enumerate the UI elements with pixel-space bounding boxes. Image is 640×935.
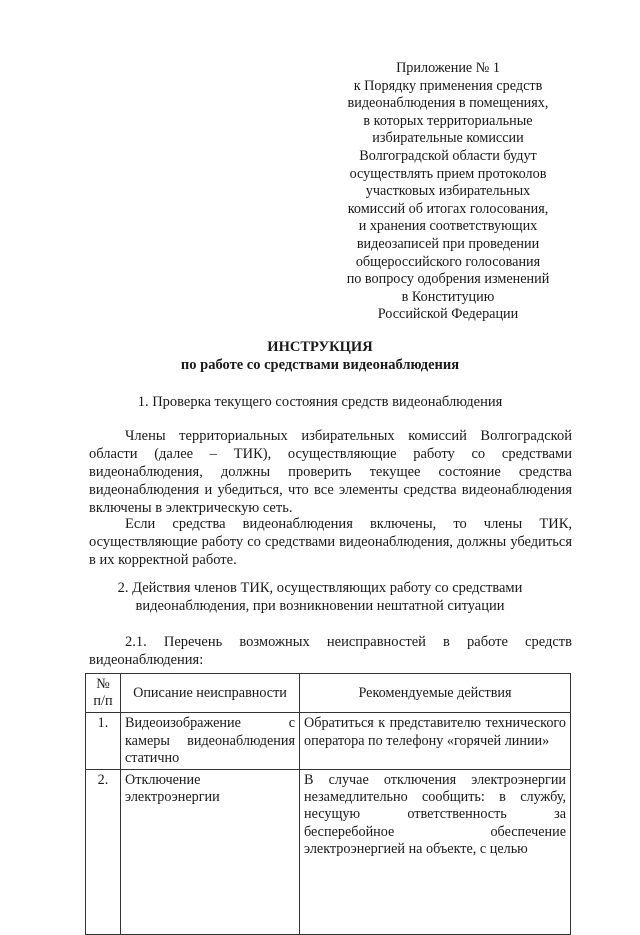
document-title: ИНСТРУКЦИЯ bbox=[267, 339, 373, 355]
appendix-line: общероссийского голосования bbox=[355, 253, 541, 270]
appendix-line: Волгоградской области будут bbox=[359, 147, 537, 164]
section-1-heading: 1. Проверка текущего состояния средств видеонаблюдения bbox=[137, 394, 503, 410]
row-description: Отключение электроэнергии bbox=[121, 770, 300, 935]
appendix-line: Российской Федерации bbox=[377, 306, 519, 323]
appendix-line: видеозаписей при проведении bbox=[356, 235, 540, 252]
table-header-row bbox=[86, 674, 571, 713]
appendix-line: Приложение № 1 bbox=[396, 60, 500, 76]
appendix-block bbox=[318, 60, 578, 324]
table-row bbox=[86, 713, 571, 770]
appendix-line: осуществлять прием протоколов bbox=[349, 165, 547, 182]
row-num: 2. bbox=[86, 770, 121, 935]
header-description: Описание неисправности bbox=[121, 674, 300, 713]
section-1-paragraph-2: Если средства видеонаблюдения включены, то члены ТИК, осуществляющие работу со средствами видеонаблюдения, должны убедиться в их корректной работе. bbox=[89, 516, 572, 568]
section-2-heading: 2. Действия членов ТИК, осуществляющих работу со средствами видеонаблюдения, при возникновении нештатной ситуации bbox=[117, 580, 523, 614]
appendix-line: комиссий об итогах голосования, bbox=[347, 200, 549, 217]
header-action: Рекомендуемые действия bbox=[300, 674, 571, 713]
appendix-line: по вопросу одобрения изменений bbox=[346, 271, 550, 288]
appendix-line: к Порядку применения средств bbox=[353, 77, 543, 94]
appendix-line: в Конституцию bbox=[401, 288, 495, 305]
appendix-line: участковых избирательных bbox=[365, 183, 531, 200]
appendix-line: в которых территориальные bbox=[363, 112, 533, 129]
appendix-line: видеонаблюдения в помещениях, bbox=[347, 95, 549, 112]
malfunction-table bbox=[85, 673, 571, 935]
row-description: Видеоизображение с камеры видеонаблюдения статично bbox=[121, 713, 300, 770]
section-1-paragraph-1: Члены территориальных избирательных комиссий Волгоградской области (далее – ТИК), осуществляющие работу со средствами видеонаблюдения, должны проверить текущее состояние средства видеонаблюдения и убедиться, что все элементы средства видеонаблюдения включены в электрическую сеть. bbox=[89, 428, 572, 516]
header-num: № п/п bbox=[86, 674, 121, 713]
appendix-line: и хранения соответствующих bbox=[358, 218, 538, 235]
row-action: В случае отключения электроэнергии незамедлительно сообщить: в службу, несущую ответственность за бесперебойное обеспечение электроэнергией на объекте, с целью bbox=[300, 770, 571, 935]
section-2-paragraph-1: 2.1. Перечень возможных неисправностей в работе средств видеонаблюдения: bbox=[89, 634, 572, 668]
row-num: 1. bbox=[86, 713, 121, 770]
document-subtitle: по работе со средствами видеонаблюдения bbox=[180, 357, 460, 373]
row-action: Обратиться к представителю технического оператора по телефону «горячей линии» bbox=[300, 713, 571, 770]
appendix-line: избирательные комиссии bbox=[372, 130, 524, 147]
table-row bbox=[86, 770, 571, 935]
